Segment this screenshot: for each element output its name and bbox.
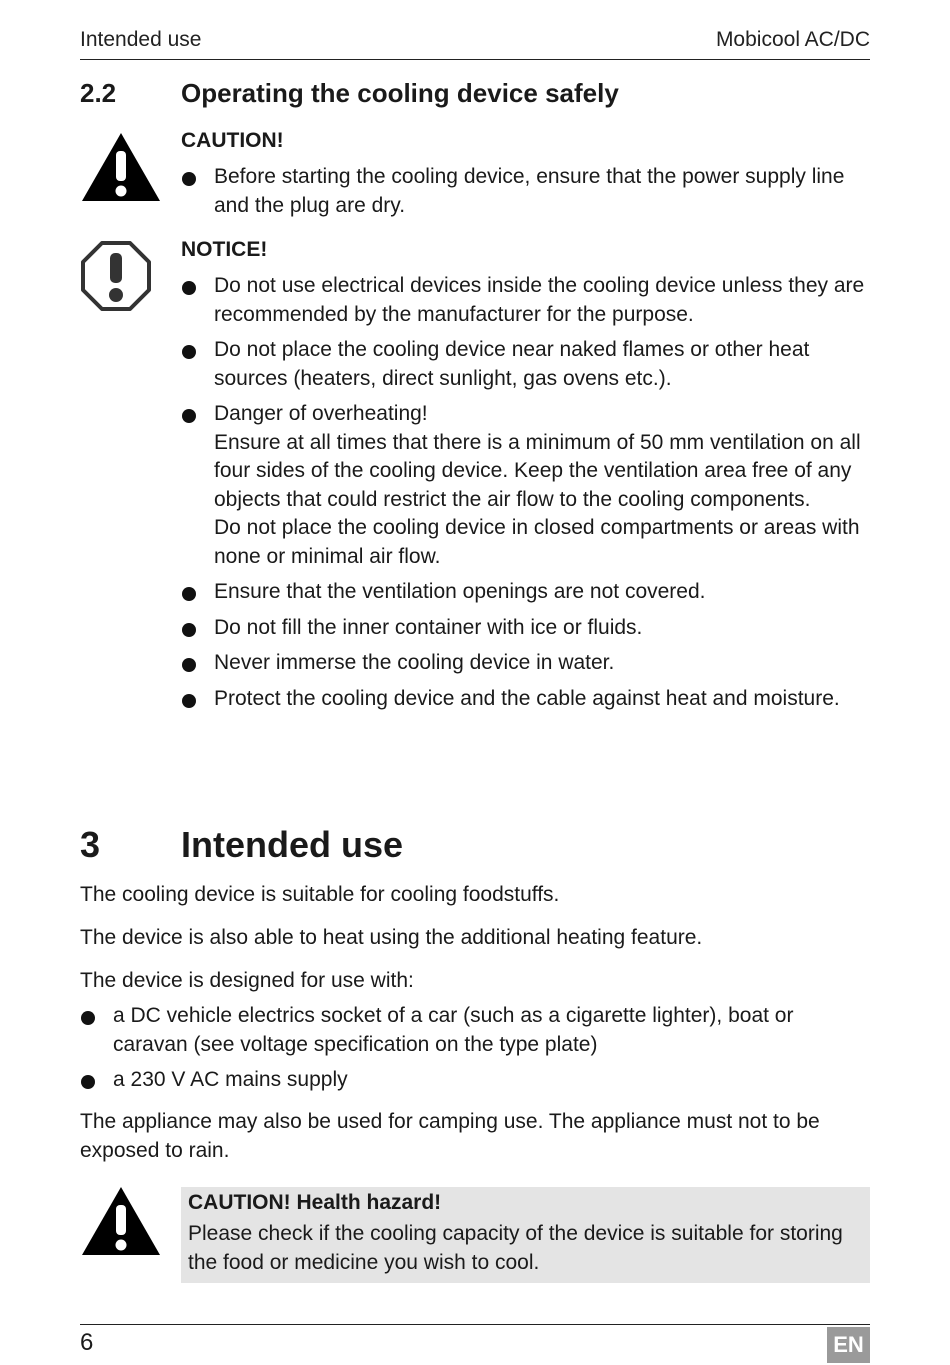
list-item: Never immerse the cooling device in water. [181, 649, 871, 678]
section-number: 2.2 [80, 78, 117, 108]
bullet-icon [182, 658, 196, 672]
header-section-title: Intended use [80, 28, 202, 51]
chapter-title: Intended use [181, 824, 404, 865]
warning-triangle-icon [80, 1185, 162, 1257]
power-supply-list [80, 1002, 870, 1102]
bullet-icon [182, 694, 196, 708]
camping-paragraph: The appliance may also be used for camping use. The appliance must not to be exposed to rain. [80, 1110, 820, 1162]
footer-rule [80, 1324, 870, 1325]
notice-octagon-icon [80, 240, 152, 312]
heating-paragraph: The device is also able to heat using the additional heating feature. [80, 926, 703, 949]
bullet-icon [182, 409, 196, 423]
list-item: Protect the cooling device and the cable against heat and moisture. [181, 685, 871, 714]
list-item: Do not fill the inner container with ice or fluids. [181, 614, 871, 643]
list-item: Ensure that the ventilation openings are not covered. [181, 578, 871, 607]
warning-triangle-icon [80, 131, 162, 203]
chapter-number: 3 [80, 824, 101, 865]
health-hazard-label: CAUTION! Health hazard! [188, 1191, 442, 1214]
bullet-icon [182, 587, 196, 601]
notice-list [181, 272, 871, 720]
caution-label: CAUTION! [181, 129, 284, 152]
bullet-icon [182, 345, 196, 359]
section-title: Operating the cooling device safely [181, 78, 619, 108]
list-item: Do not use electrical devices inside the cooling device unless they are recommended by the manufacturer for the purpose. [181, 272, 871, 329]
bullet-icon [182, 281, 196, 295]
bullet-icon [81, 1011, 95, 1025]
list-item: a 230 V AC mains supply [80, 1066, 870, 1095]
list-item: Do not place the cooling device near naked flames or other heat sources (heaters, direct sunlight, gas ovens etc.). [181, 336, 871, 393]
bullet-icon [81, 1075, 95, 1089]
header-product-name: Mobicool AC/DC [715, 28, 870, 51]
health-hazard-box [181, 1187, 870, 1283]
page-number: 6 [80, 1329, 94, 1356]
caution-list [181, 163, 871, 227]
list-item: a DC vehicle electrics socket of a car (such as a cigarette lighter), boat or caravan (see voltage specification on the type plate) [80, 1002, 870, 1059]
header-rule [80, 59, 870, 60]
notice-label: NOTICE! [181, 238, 268, 261]
list-item: Before starting the cooling device, ensure that the power supply line and the plug are dry. [181, 163, 871, 220]
intended-use-paragraph: The cooling device is suitable for cooling foodstuffs. [80, 883, 560, 906]
language-badge: EN [827, 1327, 870, 1363]
bullet-icon [182, 623, 196, 637]
bullet-icon [182, 172, 196, 186]
designed-for-paragraph: The device is designed for use with: [80, 969, 414, 992]
list-item: Danger of overheating! Ensure at all times that there is a minimum of 50 mm ventilation on all four sides of the cooling device. Keep the ventilation area free of any objects that could restrict the air flow to the cooling components. Do not place the cooling device in closed compartments or areas with none or minimal air flow. [181, 400, 871, 571]
health-hazard-text: Please check if the cooling capacity of the device is suitable for storing the food or medicine you wish to cool. [188, 1222, 843, 1274]
